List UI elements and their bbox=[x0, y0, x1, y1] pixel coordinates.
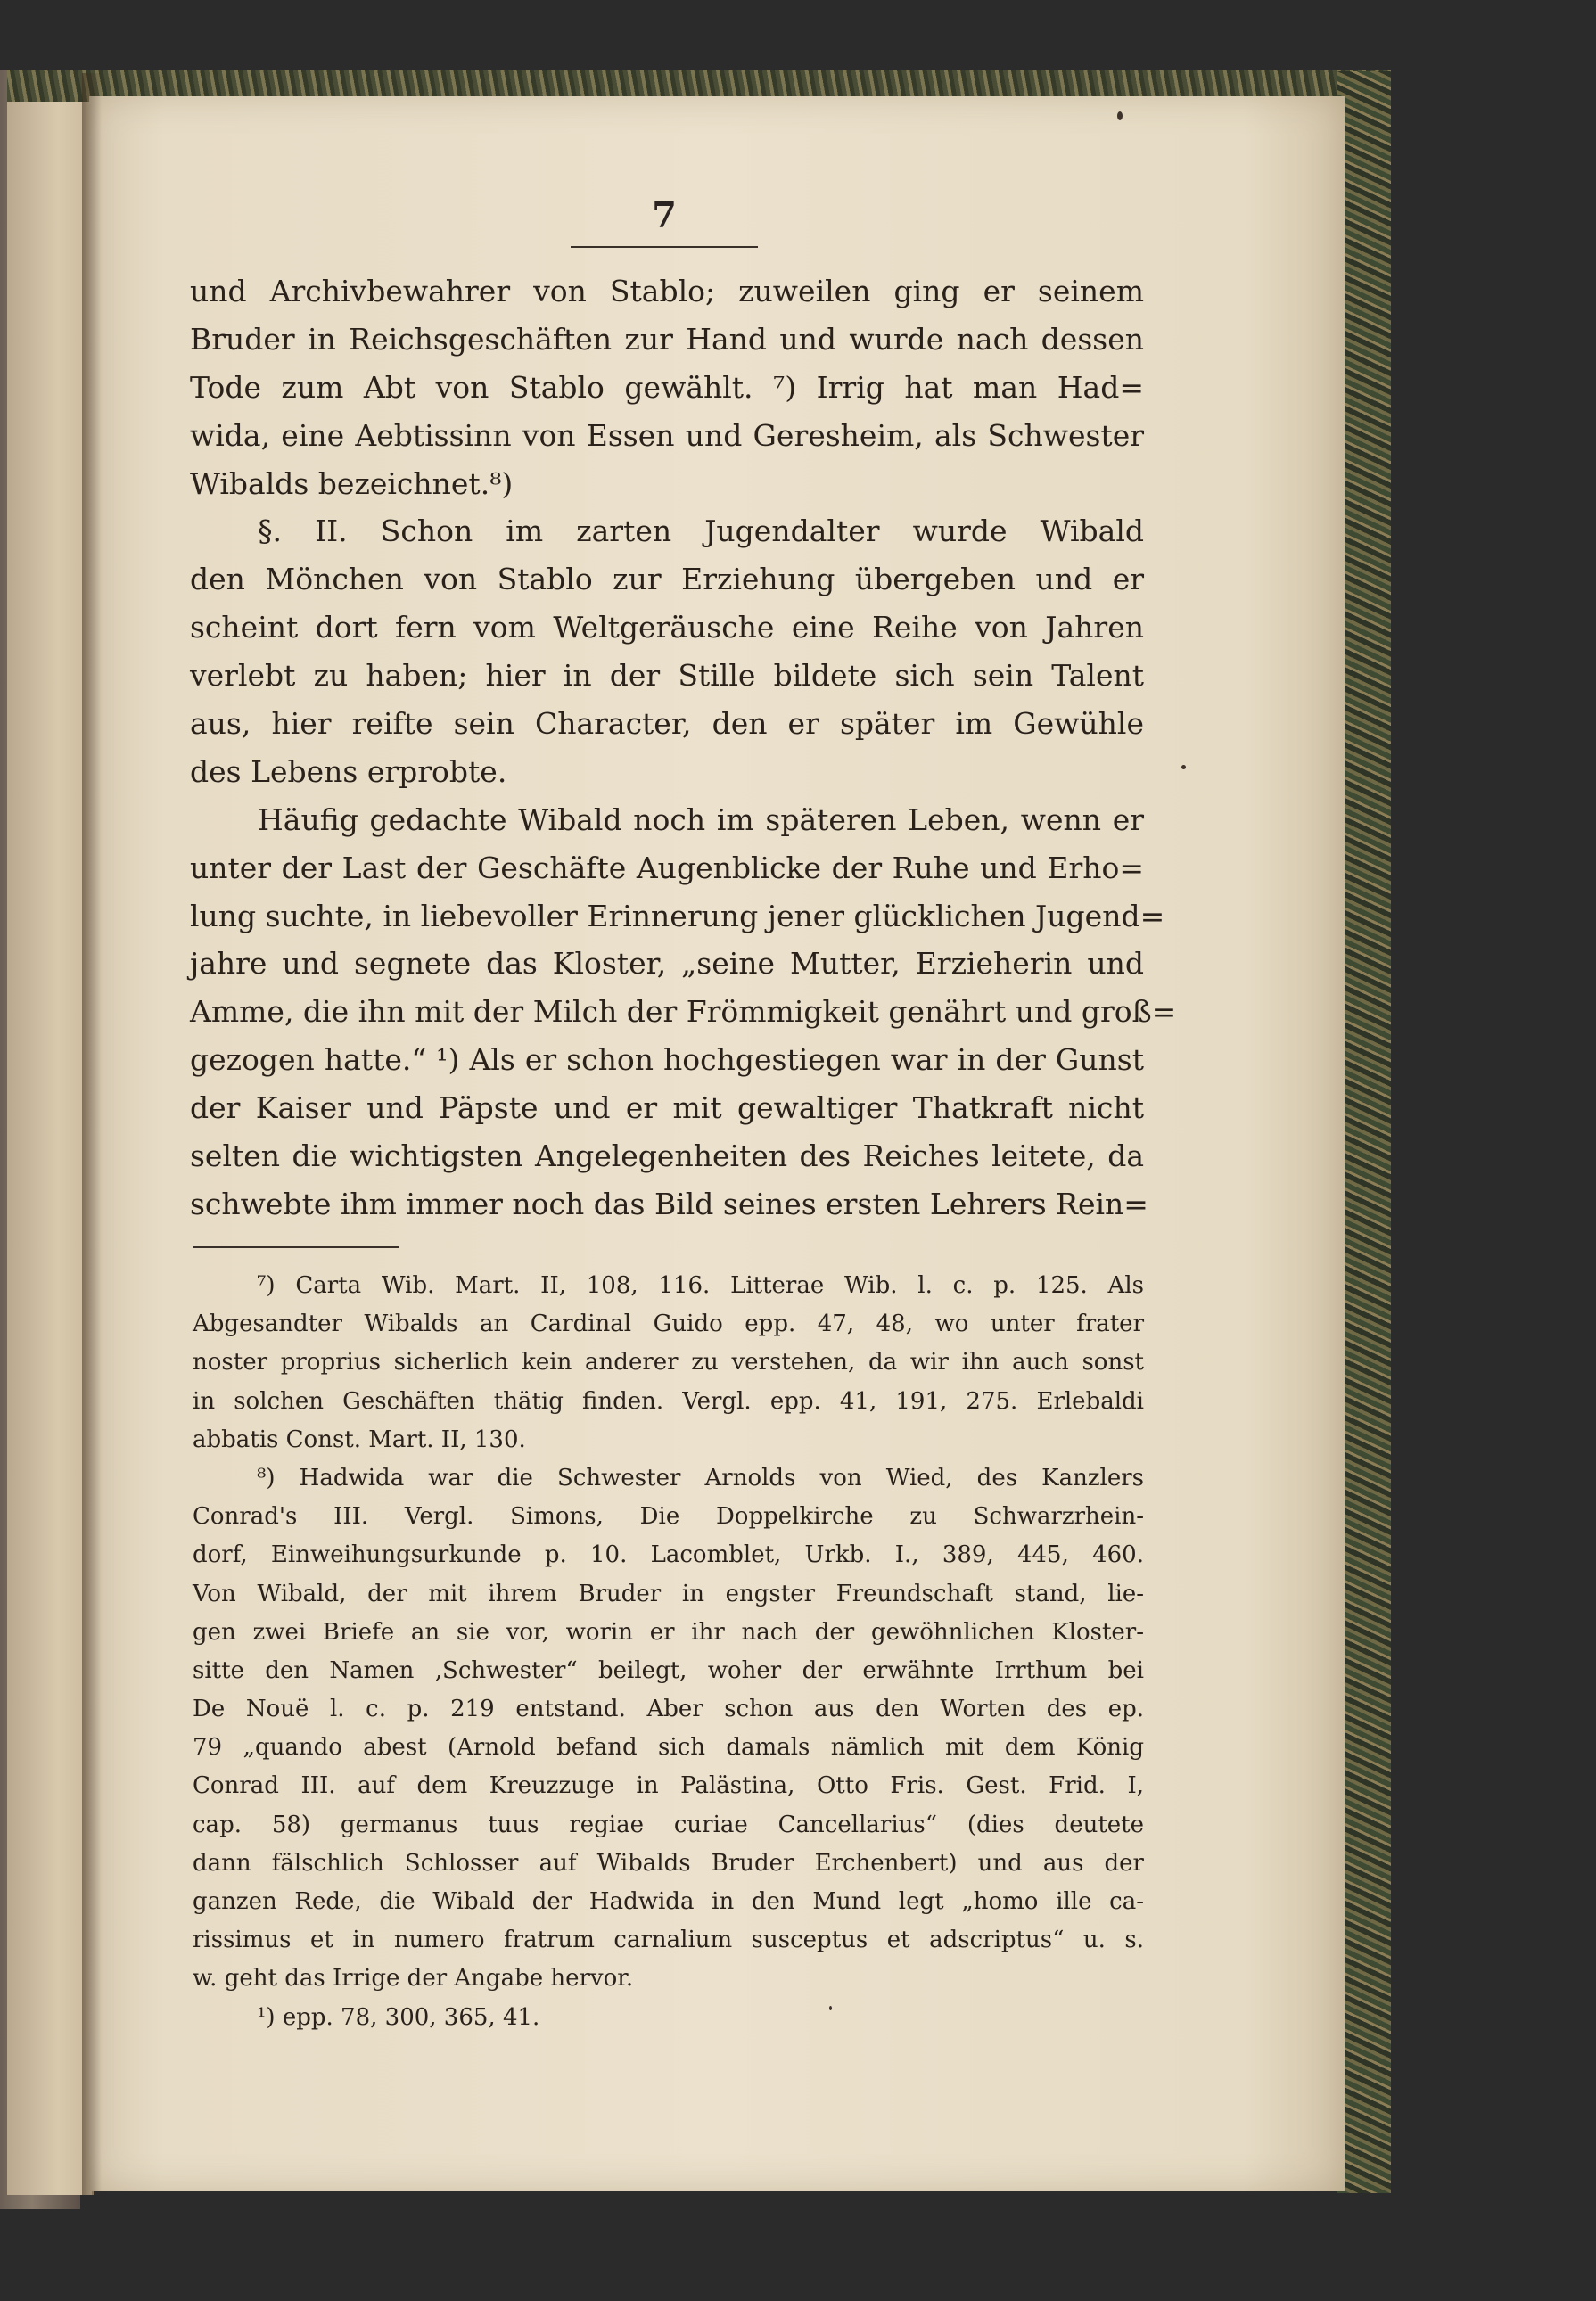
main-text bbox=[190, 267, 1177, 1229]
text-line: unter der Last der Geschäfte Augenblicke der Ruhe und Erho= bbox=[190, 850, 1144, 885]
paper-speck bbox=[1117, 111, 1123, 120]
footnote-line: in solchen Geschäften thätig finden. Vergl. epp. 41, 191, 275. Erlebaldi bbox=[193, 1387, 1144, 1415]
text-line: aus, hier reifte sein Character, den er später im Gewühle bbox=[190, 706, 1144, 742]
footnote-line: ⁸) Hadwida war die Schwester Arnolds von Wied, des Kanzlers bbox=[257, 1464, 1144, 1492]
facing-page-edge bbox=[7, 73, 94, 2195]
text-line: Bruder in Reichsgeschäften zur Hand und wurde nach dessen bbox=[190, 321, 1144, 357]
text-line: scheint dort fern vom Weltgeräusche eine Reihe von Jahren bbox=[190, 610, 1144, 645]
footnotes bbox=[193, 1267, 1144, 2037]
paper-speck bbox=[1181, 765, 1186, 769]
footnote-line: rissimus et in numero fratrum carnalium susceptus et adscriptus“ u. s. bbox=[193, 1927, 1144, 1954]
footnote-line: Abgesandter Wibalds an Cardinal Guido epp. 47, 48, wo unter frater bbox=[193, 1311, 1144, 1338]
text-line: lung suchte, in liebevoller Erinnerung jener glücklichen Jugend= bbox=[190, 898, 1165, 933]
text-line: Häufig gedachte Wibald noch im späteren Leben, wenn er bbox=[258, 801, 1144, 837]
footnote-line: ¹) epp. 78, 300, 365, 41. bbox=[257, 2003, 540, 2031]
footnote-line: De Nouë l. c. p. 219 entstand. Aber schon aus den Worten des ep. bbox=[193, 1696, 1144, 1723]
text-line: den Mönchen von Stablo zur Erziehung übergeben und er bbox=[190, 562, 1144, 597]
footnote-line: Von Wibald, der mit ihrem Bruder in engster Freundschaft stand, lie- bbox=[193, 1580, 1144, 1607]
text-line: verlebt zu haben; hier in der Stille bildete sich sein Talent bbox=[190, 658, 1144, 694]
footnote-line: abbatis Const. Mart. II, 130. bbox=[193, 1426, 526, 1453]
footnote-line: 79 „quando abest (Arnold befand sich damals nämlich mit dem König bbox=[193, 1734, 1144, 1762]
footnote-line: dorf, Einweihungsurkunde p. 10. Lacomblet, Urkb. I., 389, 445, 460. bbox=[193, 1541, 1144, 1569]
text-line: selten die wichtigsten Angelegenheiten des Reiches leitete, da bbox=[190, 1138, 1144, 1174]
text-line: schwebte ihm immer noch das Bild seines ersten Lehrers Rein= bbox=[190, 1186, 1148, 1221]
footnote-line: w. geht das Irrige der Angabe hervor. bbox=[193, 1965, 634, 1993]
paper-speck bbox=[829, 2006, 832, 2010]
text-line: gezogen hatte.“ ¹) Als er schon hochgestiegen war in der Gunst bbox=[190, 1042, 1144, 1078]
text-line: wida, eine Aebtissinn von Essen und Geresheim, als Schwester bbox=[190, 417, 1144, 453]
footnote-line: dann fälschlich Schlosser auf Wibalds Bruder Erchenbert) und aus der bbox=[193, 1849, 1144, 1877]
footnote-rule bbox=[193, 1246, 399, 1248]
footnote-line: noster proprius sicherlich kein anderer zu verstehen, da wir ihn auch sonst bbox=[193, 1349, 1144, 1376]
footnote-line: gen zwei Briefe an sie vor, worin er ihr nach der gewöhnlichen Kloster- bbox=[193, 1618, 1144, 1646]
text-line: der Kaiser und Päpste und er mit gewaltiger Thatkraft nicht bbox=[190, 1090, 1144, 1126]
footnote-line: sitte den Namen ‚Schwester“ beilegt, woher der erwähnte Irrthum bei bbox=[193, 1656, 1144, 1684]
page-number: 7 bbox=[652, 194, 677, 236]
footnote-line: ⁷) Carta Wib. Mart. II, 108, 116. Litterae Wib. l. c. p. 125. Als bbox=[257, 1272, 1144, 1299]
text-line: des Lebens erprobte. bbox=[190, 753, 507, 789]
text-line: §. II. Schon im zarten Jugendalter wurde Wibald bbox=[258, 514, 1144, 549]
text-line: und Archivbewahrer von Stablo; zuweilen ging er seinem bbox=[190, 274, 1144, 308]
text-line: jahre und segnete das Kloster, „seine Mutter, Erzieherin und bbox=[190, 946, 1144, 982]
text-line: Wibalds bezeichnet.⁸) bbox=[190, 465, 514, 501]
footnote-line: Conrad III. auf dem Kreuzzuge in Palästina, Otto Fris. Gest. Frid. I, bbox=[193, 1772, 1144, 1800]
header-rule bbox=[571, 246, 758, 248]
footnote-line: cap. 58) germanus tuus regiae curiae Cancellarius“ (dies deutete bbox=[193, 1811, 1144, 1838]
text-line: Tode zum Abt von Stablo gewählt. ⁷) Irrig hat man Had= bbox=[190, 369, 1144, 405]
footnote-line: ganzen Rede, die Wibald der Hadwida in den Mund legt „homo ille ca- bbox=[193, 1888, 1144, 1915]
book-right-board bbox=[1337, 71, 1391, 2193]
footnote-line: Conrad's III. Vergl. Simons, Die Doppelkirche zu Schwarzrhein- bbox=[193, 1503, 1144, 1531]
gutter-shadow bbox=[82, 73, 102, 2195]
text-line: Amme, die ihn mit der Milch der Frömmigkeit genährt und groß= bbox=[190, 994, 1177, 1030]
